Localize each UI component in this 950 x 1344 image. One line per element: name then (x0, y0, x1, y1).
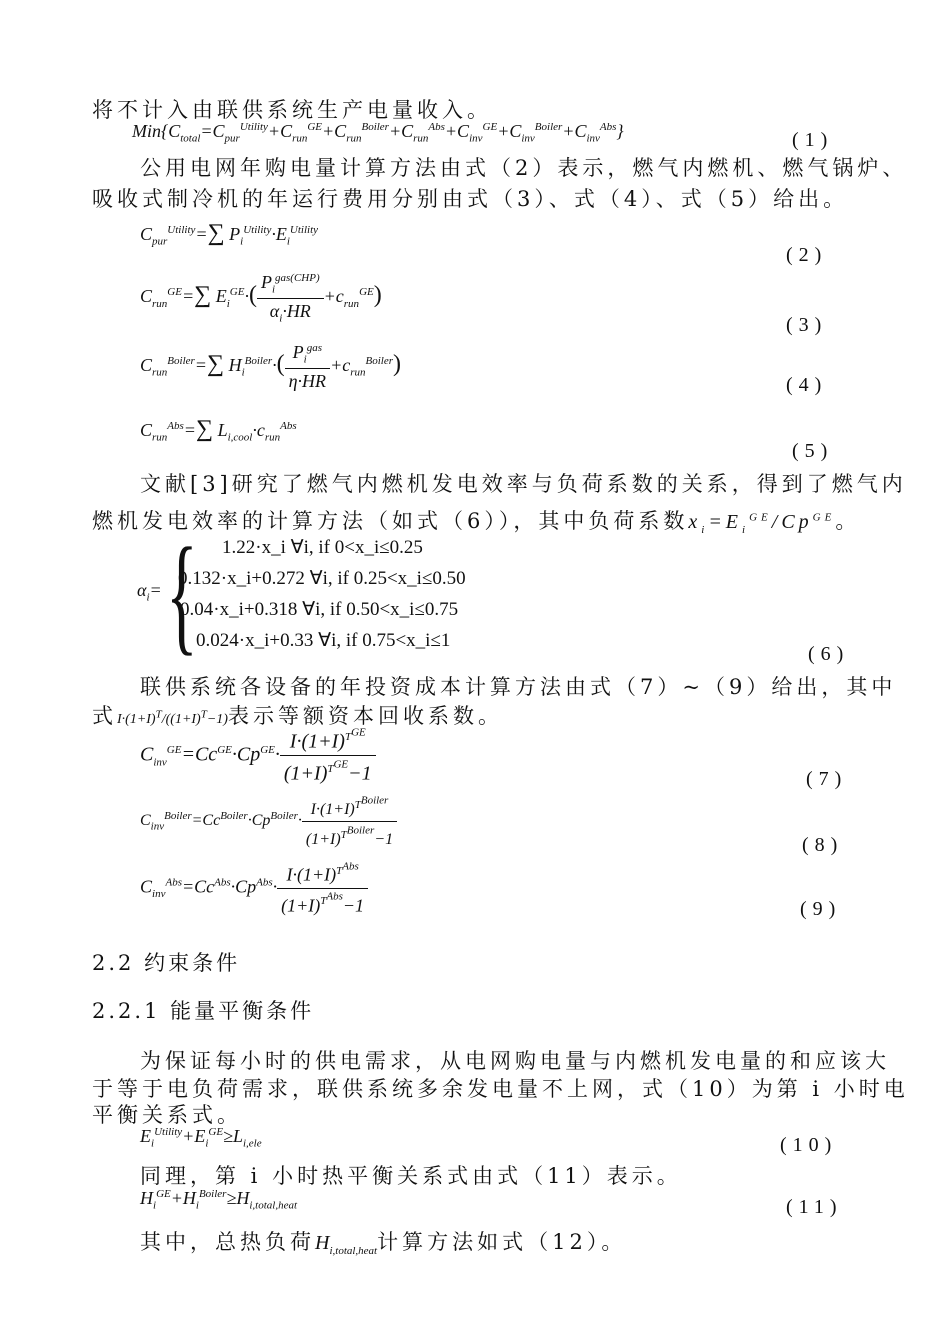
equation-number: (2) (786, 244, 828, 266)
text-line: 吸收式制冷机的年运行费用分别由式（3）、式（4）、式（5）给出。 (92, 187, 849, 211)
text-line: 于等于电负荷需求，联供系统多余发电量不上网，式（10）为第 i 小时电 (92, 1077, 909, 1101)
equation-number: (10) (780, 1134, 838, 1156)
case-line: 1.22·x_i ∀i, if 0<x_i≤0.25 (222, 537, 423, 558)
equation-3: $C_{run}^{GE}=\sum$ $E_i^{GE}\cdot$( $\frac{P_i^{gas(CHP)}}{\alpha_i\cdot HR}$ $+c_{run}^{GE}$) (140, 272, 382, 325)
case-line: 0.024·x_i+0.33 ∀i, if 0.75<x_i≤1 (196, 630, 451, 651)
equation-number: (9) (800, 898, 842, 920)
text-segment: 计算方法如式（12）。 (377, 1230, 627, 1254)
left-brace: { (166, 520, 198, 667)
equation-10: $E_i^{Utility}+E_i^{GE}\ge L_{i,ele}$ (140, 1126, 262, 1150)
alpha-symbol: $\alpha_i=$ (137, 580, 162, 604)
subsection-heading: 2.2.1 能量平衡条件 (92, 999, 315, 1023)
equation-1: $Min\{C_{total}=C_{pur}^{Utility}+C_{run}^{GE}+C_{run}^{Boiler}+C_{run}^{Abs}+C_{inv}^{GE}+C_{inv}^{Boiler}+C_{inv}^{Abs}\}$ (132, 121, 624, 145)
case-line: 0.132·x_i+0.272 ∀i, if 0.25<x_i≤0.50 (178, 568, 466, 589)
equation-number: (3) (786, 314, 828, 336)
recovery-factor-formula: $I\cdot(1+I)^T/((1+I)^T-1)$ (117, 708, 228, 727)
equation-2: $C_{pur}^{Utility}=\sum$ $P_i^{Utility}\cdot E_i^{Utility}$ (140, 220, 319, 248)
heat-load-symbol: $H_{i,total,heat}$ (315, 1232, 378, 1257)
text-segment: 燃机发电效率的计算方法（如式（6）），其中负荷系数 (92, 509, 689, 533)
text-line: 为保证每小时的供电需求，从电网购电量与内燃机发电量的和应该大 (140, 1049, 890, 1073)
equation-number: (5) (792, 440, 834, 462)
text-line (140, 1226, 626, 1257)
text-line: 将不计入由联供系统生产电量收入。 (92, 98, 492, 122)
load-factor-formula: $x_i=E_i^{GE}/Cp^{GE}$ (688, 511, 836, 536)
equation-11: $H_i^{GE}+H_i^{Boiler}\ge H_{i,total,heat}$ (140, 1188, 298, 1212)
equation-8: $C_{inv}^{Boiler}=Cc^{Boiler}\cdot Cp^{Boiler}\cdot$ $\frac{I\cdot(1+I)^{T^{Boiler}}}{(1+I)^{T^{Boiler}}-1}$ (140, 794, 397, 849)
text-segment: 式 (92, 704, 117, 728)
text-line: 文献[3]研究了燃气内燃机发电效率与负荷系数的关系，得到了燃气内 (140, 472, 907, 496)
equation-5: $C_{run}^{Abs}=\sum$ $L_{i,cool}\cdot c_{run}^{Abs}$ (140, 416, 297, 444)
text-line: 公用电网年购电量计算方法由式（2）表示，燃气内燃机、燃气锅炉、 (140, 156, 908, 180)
text-line (92, 505, 860, 536)
section-heading: 2.2 约束条件 (92, 951, 241, 975)
equation-number: (7) (806, 768, 848, 790)
equation-4: $C_{run}^{Boiler}=\sum$ $H_i^{Boiler}\cdot$( $\frac{P_i^{gas}}{\eta\cdot HR}$ $+c_{run}^{Boiler}$) (140, 342, 401, 391)
text-segment: 其中，总热负荷 (140, 1230, 315, 1254)
equation-number: (4) (786, 374, 828, 396)
text-segment: 表示等额资本回收系数。 (227, 704, 503, 728)
equation-number: (8) (802, 834, 844, 856)
case-line: 0.04·x_i+0.318 ∀i, if 0.50<x_i≤0.75 (180, 599, 459, 620)
equation-9: $C_{inv}^{Abs}=Cc^{Abs}\cdot Cp^{Abs}\cdot$ $\frac{I\cdot(1+I)^{T^{Abs}}}{(1+I)^{T^{Abs}}-1}$ (140, 860, 368, 916)
text-line: 平衡关系式。 (92, 1103, 242, 1127)
text-line: 同理，第 i 小时热平衡关系式由式（11）表示。 (140, 1164, 682, 1188)
equation-number: (1) (792, 129, 834, 151)
equation-number: (6) (808, 643, 850, 665)
equation-7: $C_{inv}^{GE}=Cc^{GE}\cdot Cp^{GE}\cdot$ $\frac{I\cdot(1+I)^{T^{GE}}}{(1+I)^{T^{GE}}-1}$ (140, 726, 376, 786)
equation-number: (11) (786, 1196, 843, 1218)
text-line: 联供系统各设备的年投资成本计算方法由式（7）~（9）给出，其中 (140, 675, 897, 699)
text-segment: 。 (835, 509, 861, 533)
